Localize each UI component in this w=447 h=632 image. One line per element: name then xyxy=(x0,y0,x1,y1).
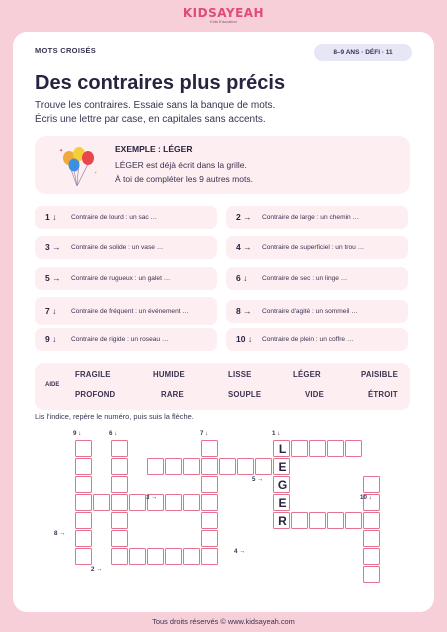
grid-letter: R xyxy=(278,514,287,528)
clue-number: 2 → xyxy=(236,212,252,222)
grid-cell[interactable] xyxy=(75,512,92,529)
clue-number: 4 → xyxy=(236,242,252,252)
grid-cell[interactable] xyxy=(201,530,218,547)
clue-text: Contraire d'agité : un sommeil … xyxy=(262,308,358,315)
clue-3 xyxy=(35,236,217,259)
word-bank-word: LÉGER xyxy=(293,370,321,379)
grid-cell[interactable] xyxy=(201,476,218,493)
grid-cell[interactable] xyxy=(363,566,380,583)
word-bank-word: LISSE xyxy=(228,370,252,379)
clue-10 xyxy=(226,328,408,351)
grid-cell[interactable] xyxy=(75,530,92,547)
grid-cell[interactable] xyxy=(75,494,92,511)
grid-cell[interactable] xyxy=(345,440,362,457)
instruction-line: Trouve les contraires. Essaie sans la banque de mots. xyxy=(35,100,276,111)
clue-number: 5 → xyxy=(45,273,61,283)
grid-number-marker: 8 → xyxy=(54,530,66,537)
grid-cell[interactable] xyxy=(75,440,92,457)
grid-cell[interactable] xyxy=(255,458,272,475)
grid-cell[interactable] xyxy=(111,458,128,475)
grid-cell[interactable] xyxy=(201,458,218,475)
clue-4 xyxy=(226,236,408,259)
footer-copyright: Tous droits réservés © www.kidsayeah.com xyxy=(152,617,295,626)
grid-letter: L xyxy=(278,442,287,456)
balloons-icon xyxy=(55,144,101,188)
example-box xyxy=(35,136,410,194)
grid-number-marker: 2 → xyxy=(91,566,103,573)
grid-cell[interactable] xyxy=(165,458,182,475)
grid-letter: E xyxy=(278,496,287,510)
grid-number-marker: 6 ↓ xyxy=(109,430,118,437)
page-title: Des contraires plus précis xyxy=(35,72,286,94)
grid-cell[interactable] xyxy=(363,530,380,547)
clue-7 xyxy=(35,297,217,325)
word-bank-word: RARE xyxy=(161,390,184,399)
brand-header xyxy=(0,6,447,24)
clue-number: 9 ↓ xyxy=(45,334,57,344)
word-bank-word: HUMIDE xyxy=(153,370,185,379)
grid-cell[interactable] xyxy=(201,494,218,511)
clue-text: Contraire de rugueux : un galet … xyxy=(71,275,171,282)
clue-number: 1 ↓ xyxy=(45,212,57,222)
clue-8 xyxy=(226,300,408,323)
grid-cell[interactable] xyxy=(111,512,128,529)
grid-letter: E xyxy=(278,460,287,474)
grid-number-marker: 9 ↓ xyxy=(73,430,82,437)
word-bank-word: PROFOND xyxy=(75,390,116,399)
grid-cell[interactable] xyxy=(327,512,344,529)
grid-cell[interactable] xyxy=(75,476,92,493)
clue-number: 6 ↓ xyxy=(236,273,248,283)
grid-number-marker: 5 → xyxy=(252,476,264,483)
grid-cell[interactable] xyxy=(309,440,326,457)
grid-cell[interactable] xyxy=(93,494,110,511)
word-bank-word: FRAGILE xyxy=(75,370,111,379)
grid-cell[interactable] xyxy=(345,512,362,529)
brand-logo: KIDSAYEAH xyxy=(182,6,265,20)
grid-cell[interactable] xyxy=(219,458,236,475)
grid-cell[interactable] xyxy=(183,548,200,565)
category-label: MOTS CROISÉS xyxy=(35,46,97,55)
grid-number-marker: 4 → xyxy=(234,548,246,555)
clue-5 xyxy=(35,267,217,290)
grid-cell[interactable] xyxy=(201,548,218,565)
clue-text: Contraire de solide : un vase … xyxy=(71,244,164,251)
grid-cell[interactable] xyxy=(291,512,308,529)
grid-number-marker: 3 → xyxy=(146,494,158,501)
instruction-line: Écris une lettre par case, en capitales sans accents. xyxy=(35,114,266,125)
grid-cell[interactable] xyxy=(363,512,380,529)
word-bank-word: PAISIBLE xyxy=(361,370,398,379)
grid-cell[interactable] xyxy=(183,494,200,511)
hint-text: Lis l'indice, repère le numéro, puis suis la flèche. xyxy=(35,412,194,421)
svg-text:✦: ✦ xyxy=(59,148,64,154)
grid-cell[interactable] xyxy=(129,548,146,565)
grid-number-marker: 1 ↓ xyxy=(272,430,281,437)
grid-cell[interactable] xyxy=(201,440,218,457)
grid-cell[interactable] xyxy=(237,458,254,475)
clue-text: Contraire de lourd : un sac … xyxy=(71,214,158,221)
clue-text: Contraire de fréquent : un événement … xyxy=(71,307,190,315)
word-bank-word: VIDE xyxy=(305,390,324,399)
grid-cell[interactable] xyxy=(111,548,128,565)
worksheet-card xyxy=(13,32,434,612)
word-bank xyxy=(35,363,410,410)
word-bank-word: SOUPLE xyxy=(228,390,262,399)
example-title: EXEMPLE : LÉGER xyxy=(115,144,193,154)
grid-cell[interactable] xyxy=(165,548,182,565)
clue-9 xyxy=(35,328,217,351)
clue-text: Contraire de rigide : un roseau … xyxy=(71,336,169,343)
clue-text: Contraire de large : un chemin … xyxy=(262,214,360,221)
grid-cell[interactable] xyxy=(309,512,326,529)
grid-cell[interactable] xyxy=(201,512,218,529)
word-bank-label: AIDE xyxy=(45,382,60,388)
word-bank-word: ÉTROIT xyxy=(368,390,398,399)
grid-cell[interactable] xyxy=(327,440,344,457)
clue-number: 7 ↓ xyxy=(45,306,57,316)
grid-cell[interactable] xyxy=(147,458,164,475)
grid-cell[interactable] xyxy=(147,548,164,565)
grid-cell[interactable] xyxy=(129,494,146,511)
clue-text: Contraire de plein : un coffre … xyxy=(262,336,354,343)
clue-text: Contraire de sec : un linge … xyxy=(262,275,348,282)
example-line: À toi de compléter les 9 autres mots. xyxy=(115,174,253,184)
clue-text: Contraire de superficiel : un trou … xyxy=(262,244,365,251)
grid-cell[interactable] xyxy=(75,548,92,565)
svg-text:✦: ✦ xyxy=(94,170,98,175)
grid-cell[interactable] xyxy=(291,440,308,457)
grid-number-marker: 10 ↓ xyxy=(360,494,372,501)
clue-number: 10 ↓ xyxy=(236,334,253,344)
instructions xyxy=(35,99,275,127)
grid-cell[interactable] xyxy=(363,476,380,493)
example-line: LÉGER est déjà écrit dans la grille. xyxy=(115,160,247,170)
grid-cell[interactable] xyxy=(111,440,128,457)
clue-number: 3 → xyxy=(45,242,61,252)
grid-cell[interactable] xyxy=(183,458,200,475)
clue-2 xyxy=(226,206,408,229)
grid-cell[interactable] xyxy=(75,458,92,475)
clue-number: 8 → xyxy=(236,306,252,316)
grid-letter: G xyxy=(277,478,288,492)
clue-1 xyxy=(35,206,217,229)
brand-tagline: Kids Education xyxy=(210,19,237,24)
grid-cell[interactable] xyxy=(363,548,380,565)
level-badge: 8–9 ANS · DÉFI · 11 xyxy=(314,44,412,61)
grid-number-marker: 7 ↓ xyxy=(200,430,209,437)
grid-cell[interactable] xyxy=(111,494,128,511)
grid-cell[interactable] xyxy=(111,476,128,493)
grid-cell[interactable] xyxy=(165,494,182,511)
clue-6 xyxy=(226,267,408,290)
grid-cell[interactable] xyxy=(111,530,128,547)
